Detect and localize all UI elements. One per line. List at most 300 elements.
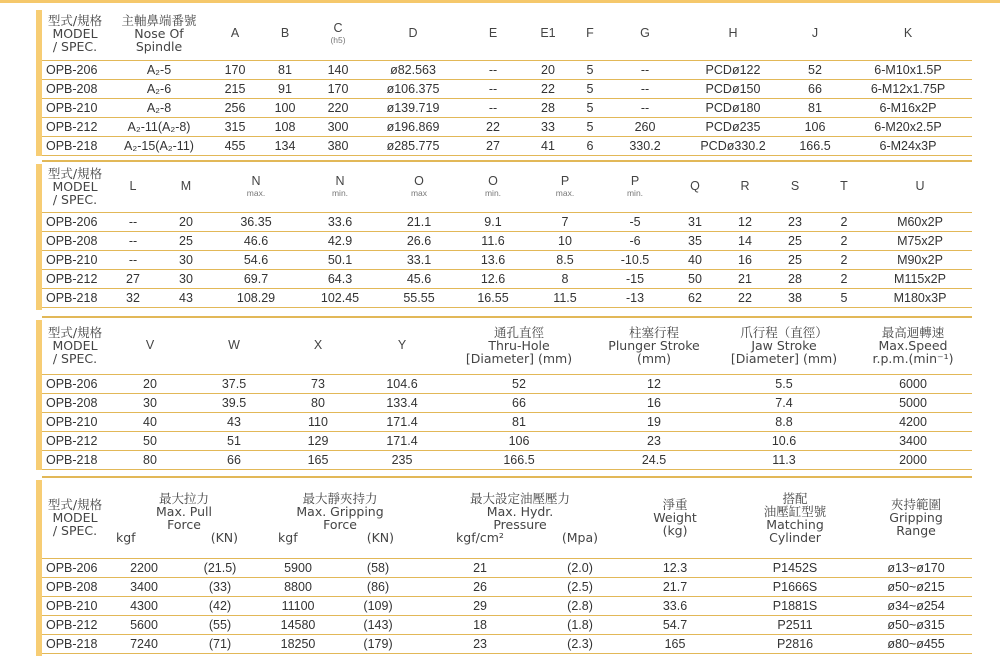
spec-cell: 6000	[899, 376, 927, 391]
table-row	[42, 136, 972, 155]
spec-cell: (2.3)	[567, 636, 593, 651]
col-header-y: Y	[397, 338, 407, 353]
spec-cell: --	[640, 62, 650, 77]
spec-cell: 32	[126, 290, 140, 305]
spec-cell: 43	[227, 414, 241, 429]
unit-kgf: kgf	[116, 529, 136, 545]
spec-cell: PCDø180	[705, 100, 761, 115]
spec-cell: 21	[738, 271, 752, 286]
table-row	[42, 596, 972, 615]
spec-cell: 110	[308, 414, 328, 429]
spec-cell: 30	[179, 271, 193, 286]
model-cell: OPB-206	[46, 62, 98, 77]
col-header-v: V	[145, 338, 155, 353]
spec-cell: 2200	[130, 560, 158, 575]
spec-cell: P2816	[776, 636, 814, 651]
model-cell: OPB-218	[46, 290, 98, 305]
table-row	[42, 393, 972, 412]
spec-cell: 5	[586, 100, 594, 115]
spec-cell: -6	[629, 233, 641, 248]
spec-cell: 129	[307, 433, 329, 448]
spec-cell: 50	[688, 271, 702, 286]
spec-cell: 33.1	[406, 252, 432, 267]
spec-cell: 22	[738, 290, 752, 305]
spec-cell: 171.4	[386, 433, 418, 448]
spec-cell: 9.1	[484, 214, 502, 229]
table-row	[42, 615, 972, 634]
spec-cell: (71)	[208, 636, 232, 651]
spec-cell: P1881S	[772, 598, 818, 613]
spec-cell: 315	[224, 119, 246, 134]
table-body	[42, 558, 972, 653]
spec-cell: 2	[840, 233, 848, 248]
col-header-h: H	[728, 26, 738, 41]
col-header-n-max: N max.	[246, 174, 266, 199]
spec-cell: 2000	[899, 452, 927, 467]
spec-cell: A₂-5	[146, 62, 172, 77]
unit-kn: (KN)	[210, 529, 239, 545]
spec-cell: 42.9	[327, 233, 353, 248]
spec-cell: 16	[738, 252, 752, 267]
spec-cell: 64.3	[327, 271, 353, 286]
spec-cell: 21.1	[406, 214, 432, 229]
spec-cell: 171.4	[386, 414, 418, 429]
spec-cell: 7240	[130, 636, 158, 651]
model-cell: OPB-212	[46, 119, 98, 134]
spec-cell: ø196.869	[386, 119, 440, 134]
spec-cell: 26.6	[406, 233, 432, 248]
spec-cell: M180x3P	[893, 290, 947, 305]
col-header-u: U	[915, 179, 925, 194]
col-header-thru-hole: 通孔直徑 Thru-Hole [Diameter] (mm)	[465, 325, 573, 367]
spec-cell: 3400	[899, 433, 927, 448]
spec-cell: 4200	[899, 414, 927, 429]
spec-cell: 81	[512, 414, 526, 429]
spec-cell: --	[640, 81, 650, 96]
table-row	[42, 98, 972, 117]
spec-cell: 33.6	[327, 214, 353, 229]
spec-cell: 43	[179, 290, 193, 305]
spec-cell: A₂-11(A₂-8)	[127, 119, 191, 134]
table-row	[42, 577, 972, 596]
spec-cell: 39.5	[221, 395, 247, 410]
col-header-j: J	[811, 26, 819, 41]
model-cell: OPB-208	[46, 81, 98, 96]
model-cell: OPB-206	[46, 214, 98, 229]
col-header-plunger-stroke: 柱塞行程 Plunger Stroke (mm)	[608, 325, 700, 367]
spec-cell: M60x2P	[897, 214, 943, 229]
spec-cell: 80	[311, 395, 325, 410]
spec-cell: 21	[473, 560, 487, 575]
col-header-x: X	[313, 338, 323, 353]
spec-cell: --	[488, 81, 498, 96]
model-cell: OPB-208	[46, 579, 98, 594]
spec-cell: 10.6	[771, 433, 797, 448]
spec-cell: 55.55	[403, 290, 435, 305]
spec-cell: 11.3	[772, 452, 796, 467]
col-header-nose: 主軸鼻端番號 Nose Of Spindle	[121, 13, 197, 55]
spec-cell: 19	[647, 414, 661, 429]
table-row	[42, 431, 972, 450]
spec-cell: 102.45	[320, 290, 360, 305]
col-header-k: K	[903, 26, 913, 41]
spec-cell: 24.5	[641, 452, 667, 467]
spec-cell: 260	[634, 119, 656, 134]
spec-cell: 18250	[280, 636, 316, 651]
spec-cell: 104.6	[386, 376, 418, 391]
spec-cell: 54.6	[243, 252, 269, 267]
spec-cell: P1666S	[772, 579, 818, 594]
spec-cell: 166.5	[503, 452, 535, 467]
spec-cell: -15	[625, 271, 645, 286]
spec-cell: 25	[179, 233, 193, 248]
spec-cell: --	[488, 62, 498, 77]
spec-cell: 170	[327, 81, 349, 96]
spec-cell: 23	[788, 214, 802, 229]
spec-cell: 6-M20x2.5P	[874, 119, 942, 134]
col-header-g: G	[640, 26, 650, 41]
model-cell: OPB-218	[46, 636, 98, 651]
spec-cell: (58)	[366, 560, 390, 575]
table-row	[42, 558, 972, 577]
table-body	[42, 374, 972, 469]
spec-cell: 330.2	[629, 138, 661, 153]
spec-cell: 12	[647, 376, 661, 391]
spec-cell: 27	[486, 138, 500, 153]
spec-cell: M90x2P	[897, 252, 943, 267]
spec-cell: 31	[688, 214, 702, 229]
spec-cell: 41	[541, 138, 555, 153]
table-row	[42, 288, 972, 307]
spec-cell: 8	[561, 271, 569, 286]
spec-cell: A₂-15(A₂-11)	[124, 138, 194, 153]
spec-cell: 23	[647, 433, 661, 448]
spec-cell: 16	[647, 395, 661, 410]
spec-cell: 380	[327, 138, 349, 153]
spec-cell: 62	[688, 290, 702, 305]
spec-cell: 54.7	[662, 617, 688, 632]
spec-cell: 7.4	[775, 395, 793, 410]
spec-cell: 6-M16x2P	[879, 100, 937, 115]
spec-cell: (42)	[208, 598, 232, 613]
spec-cell: 8.5	[556, 252, 574, 267]
spec-cell: (21.5)	[203, 560, 237, 575]
spec-cell: 40	[688, 252, 702, 267]
spec-cell: -10.5	[620, 252, 650, 267]
spec-cell: 13.6	[480, 252, 506, 267]
spec-cell: 50.1	[327, 252, 353, 267]
spec-cell: 69.7	[243, 271, 269, 286]
spec-cell: ø50~ø315	[887, 617, 945, 632]
col-header-w: W	[228, 338, 240, 353]
spec-cell: --	[128, 233, 138, 248]
table-row	[42, 269, 972, 288]
table-row	[42, 634, 972, 653]
spec-cell: 134	[274, 138, 296, 153]
spec-cell: 6-M12x1.75P	[870, 81, 946, 96]
table-row	[42, 79, 972, 98]
col-header-n-min: N min.	[331, 174, 349, 199]
spec-cell: M75x2P	[897, 233, 943, 248]
spec-cell: 50	[143, 433, 157, 448]
spec-cell: -5	[629, 214, 641, 229]
col-header-d: D	[408, 26, 418, 41]
spec-cell: 81	[278, 62, 292, 77]
spec-cell: 22	[541, 81, 555, 96]
spec-cell: 133.4	[386, 395, 418, 410]
spec-cell: M115x2P	[894, 271, 946, 286]
spec-cell: 51	[227, 433, 241, 448]
spec-table-dimensions-1	[42, 8, 972, 156]
unit-kn: (KN)	[366, 529, 395, 545]
table-row	[42, 412, 972, 431]
col-header-b: B	[280, 26, 290, 41]
spec-cell: 106	[804, 119, 826, 134]
spec-cell: 33.6	[662, 598, 688, 613]
spec-cell: 5.5	[775, 376, 793, 391]
spec-cell: 14580	[280, 617, 316, 632]
spec-cell: 300	[327, 119, 349, 134]
col-header-l: L	[129, 179, 137, 194]
spec-cell: 81	[808, 100, 822, 115]
spec-cell: ø50~ø215	[887, 579, 945, 594]
spec-cell: 52	[512, 376, 526, 391]
spec-cell: 140	[327, 62, 349, 77]
col-header-gripping-range: 夾持範圍 Gripping Range	[889, 497, 943, 539]
unit-kgf: kgf	[278, 529, 298, 545]
spec-cell: PCDø235	[705, 119, 761, 134]
model-header: 型式/規格 MODEL / SPEC.	[47, 325, 103, 367]
col-header-f: F	[586, 26, 594, 41]
spec-cell: 21.7	[662, 579, 688, 594]
col-header-s: S	[790, 179, 800, 194]
table-body	[42, 60, 972, 155]
spec-cell: P2511	[777, 617, 813, 632]
col-header-p-max: P max.	[555, 174, 575, 199]
spec-cell: 5900	[284, 560, 312, 575]
spec-cell: (179)	[363, 636, 393, 651]
spec-cell: 22	[486, 119, 500, 134]
spec-cell: (109)	[363, 598, 393, 613]
spec-cell: 8.8	[775, 414, 793, 429]
spec-cell: (2.5)	[567, 579, 593, 594]
spec-cell: 6	[586, 138, 594, 153]
spec-cell: 170	[224, 62, 246, 77]
spec-cell: 66	[512, 395, 526, 410]
spec-cell: 36.35	[240, 214, 272, 229]
spec-cell: 12.6	[480, 271, 506, 286]
spec-cell: 37.5	[221, 376, 247, 391]
spec-cell: 27	[126, 271, 140, 286]
model-cell: OPB-212	[46, 433, 98, 448]
table-row	[42, 250, 972, 269]
spec-cell: 5000	[899, 395, 927, 410]
col-header-p-min: P min.	[626, 174, 644, 199]
model-cell: OPB-210	[46, 252, 98, 267]
table-row	[42, 212, 972, 231]
model-cell: OPB-206	[46, 560, 98, 575]
col-header-e: E	[488, 26, 498, 41]
spec-cell: 108.29	[236, 290, 276, 305]
spec-table-dimensions-3	[42, 316, 972, 470]
col-header-max-speed: 最高迴轉速 Max.Speed r.p.m.(min⁻¹)	[872, 325, 954, 367]
col-header-c: C (h5)	[330, 21, 346, 46]
spec-cell: ø82.563	[390, 62, 436, 77]
table-row	[42, 374, 972, 393]
spec-cell: 29	[473, 598, 487, 613]
spec-cell: 220	[327, 100, 349, 115]
spec-cell: 256	[224, 100, 246, 115]
col-header-max-pull-force: 最大拉力 Max. Pull Force kgf (KN)	[116, 490, 239, 545]
spec-cell: 2	[840, 271, 848, 286]
spec-cell: (55)	[208, 617, 232, 632]
spec-cell: 4300	[130, 598, 158, 613]
spec-cell: 165	[664, 636, 686, 651]
spec-cell: 33	[541, 119, 555, 134]
col-header-r: R	[740, 179, 750, 194]
spec-cell: 30	[179, 252, 193, 267]
spec-cell: A₂-6	[146, 81, 172, 96]
spec-table-dimensions-2	[42, 160, 972, 308]
spec-cell: (2.0)	[567, 560, 593, 575]
spec-cell: 14	[738, 233, 752, 248]
col-header-t: T	[840, 179, 848, 194]
spec-cell: 91	[278, 81, 292, 96]
spec-cell: PCDø122	[705, 62, 761, 77]
spec-cell: 20	[143, 376, 157, 391]
spec-cell: 11.5	[553, 290, 577, 305]
spec-cell: PCDø330.2	[700, 138, 766, 153]
spec-cell: 11.6	[481, 233, 505, 248]
model-cell: OPB-218	[46, 452, 98, 467]
spec-cell: 8800	[284, 579, 312, 594]
spec-cell: 10	[558, 233, 572, 248]
model-header: 型式/規格 MODEL / SPEC.	[47, 13, 103, 55]
model-cell: OPB-218	[46, 138, 98, 153]
spec-cell: 52	[808, 62, 822, 77]
model-header: 型式/規格 MODEL / SPEC.	[47, 497, 103, 539]
spec-cell: --	[640, 100, 650, 115]
col-header-o-max: O max	[410, 174, 428, 199]
spec-cell: 7	[561, 214, 569, 229]
spec-cell: 2	[840, 252, 848, 267]
spec-cell: 20	[541, 62, 555, 77]
spec-cell: 23	[473, 636, 487, 651]
model-cell: OPB-206	[46, 376, 98, 391]
spec-cell: 100	[274, 100, 296, 115]
model-cell: OPB-210	[46, 414, 98, 429]
spec-cell: 80	[143, 452, 157, 467]
spec-cell: --	[488, 100, 498, 115]
spec-cell: 46.6	[243, 233, 269, 248]
model-cell: OPB-210	[46, 598, 98, 613]
spec-cell: 30	[143, 395, 157, 410]
spec-cell: (143)	[363, 617, 393, 632]
spec-cell: (86)	[366, 579, 390, 594]
spec-cell: 235	[391, 452, 413, 467]
model-cell: OPB-208	[46, 395, 98, 410]
spec-cell: 20	[179, 214, 193, 229]
col-header-weight: 淨重 Weight (kg)	[653, 497, 697, 539]
spec-cell: 25	[788, 252, 802, 267]
spec-cell: PCDø150	[705, 81, 761, 96]
spec-cell: --	[128, 252, 138, 267]
spec-cell: 108	[274, 119, 296, 134]
col-header-a: A	[230, 26, 240, 41]
table-row	[42, 60, 972, 79]
spec-cell: ø34~ø254	[887, 598, 945, 613]
spec-cell: 28	[788, 271, 802, 286]
spec-cell: 38	[788, 290, 802, 305]
spec-cell: 40	[143, 414, 157, 429]
spec-cell: 5	[586, 81, 594, 96]
spec-cell: 5	[840, 290, 848, 305]
spec-cell: 166.5	[799, 138, 831, 153]
table-row	[42, 450, 972, 469]
spec-cell: ø139.719	[386, 100, 440, 115]
model-cell: OPB-212	[46, 617, 98, 632]
spec-cell: 26	[473, 579, 487, 594]
table-body	[42, 212, 972, 307]
model-header: 型式/規格 MODEL / SPEC.	[47, 166, 103, 208]
spec-cell: (33)	[208, 579, 232, 594]
spec-cell: 5	[586, 119, 594, 134]
spec-cell: ø285.775	[386, 138, 440, 153]
spec-cell: 45.6	[406, 271, 432, 286]
spec-cell: ø106.375	[386, 81, 440, 96]
spec-cell: 2	[840, 214, 848, 229]
spec-cell: --	[128, 214, 138, 229]
table-row	[42, 117, 972, 136]
spec-cell: P1452S	[772, 560, 818, 575]
unit-kgf-cm2: kgf/cm²	[456, 529, 504, 545]
table-row	[42, 231, 972, 250]
spec-table-performance	[42, 476, 972, 654]
top-accent-line	[0, 0, 1000, 3]
unit-mpa: (Mpa)	[561, 529, 599, 545]
spec-cell: ø80~ø455	[887, 636, 945, 651]
spec-cell: 66	[808, 81, 822, 96]
spec-cell: 215	[224, 81, 246, 96]
model-cell: OPB-212	[46, 271, 98, 286]
spec-cell: 28	[541, 100, 555, 115]
spec-cell: 11100	[281, 598, 315, 613]
spec-cell: (2.8)	[567, 598, 593, 613]
col-header-o-min: O min.	[484, 174, 502, 199]
spec-cell: 455	[224, 138, 246, 153]
spec-cell: 12.3	[662, 560, 688, 575]
spec-cell: 5	[586, 62, 594, 77]
spec-cell: -13	[625, 290, 645, 305]
col-header-max-hydraulic-pressure: 最大設定油壓壓力 Max. Hydr. Pressure kgf/cm² (Mpa)	[456, 490, 599, 545]
col-header-matching-cylinder: 搭配 油壓缸型號 Matching Cylinder	[763, 490, 827, 545]
col-header-jaw-stroke: 爪行程（直徑） Jaw Stroke [Diameter] (mm)	[730, 325, 838, 367]
col-header-max-gripping-force: 最大靜夾持力 Max. Gripping Force kgf (KN)	[278, 490, 395, 545]
spec-cell: 16.55	[477, 290, 509, 305]
spec-cell: 35	[688, 233, 702, 248]
spec-cell: 18	[473, 617, 487, 632]
spec-cell: (1.8)	[567, 617, 593, 632]
col-header-m: M	[180, 179, 192, 194]
spec-cell: 12	[738, 214, 752, 229]
col-header-e1: E1	[540, 26, 556, 41]
spec-cell: A₂-8	[146, 100, 172, 115]
model-cell: OPB-210	[46, 100, 98, 115]
spec-cell: ø13~ø170	[887, 560, 945, 575]
spec-cell: 73	[311, 376, 325, 391]
spec-cell: 6-M10x1.5P	[874, 62, 942, 77]
spec-cell: 6-M24x3P	[879, 138, 937, 153]
